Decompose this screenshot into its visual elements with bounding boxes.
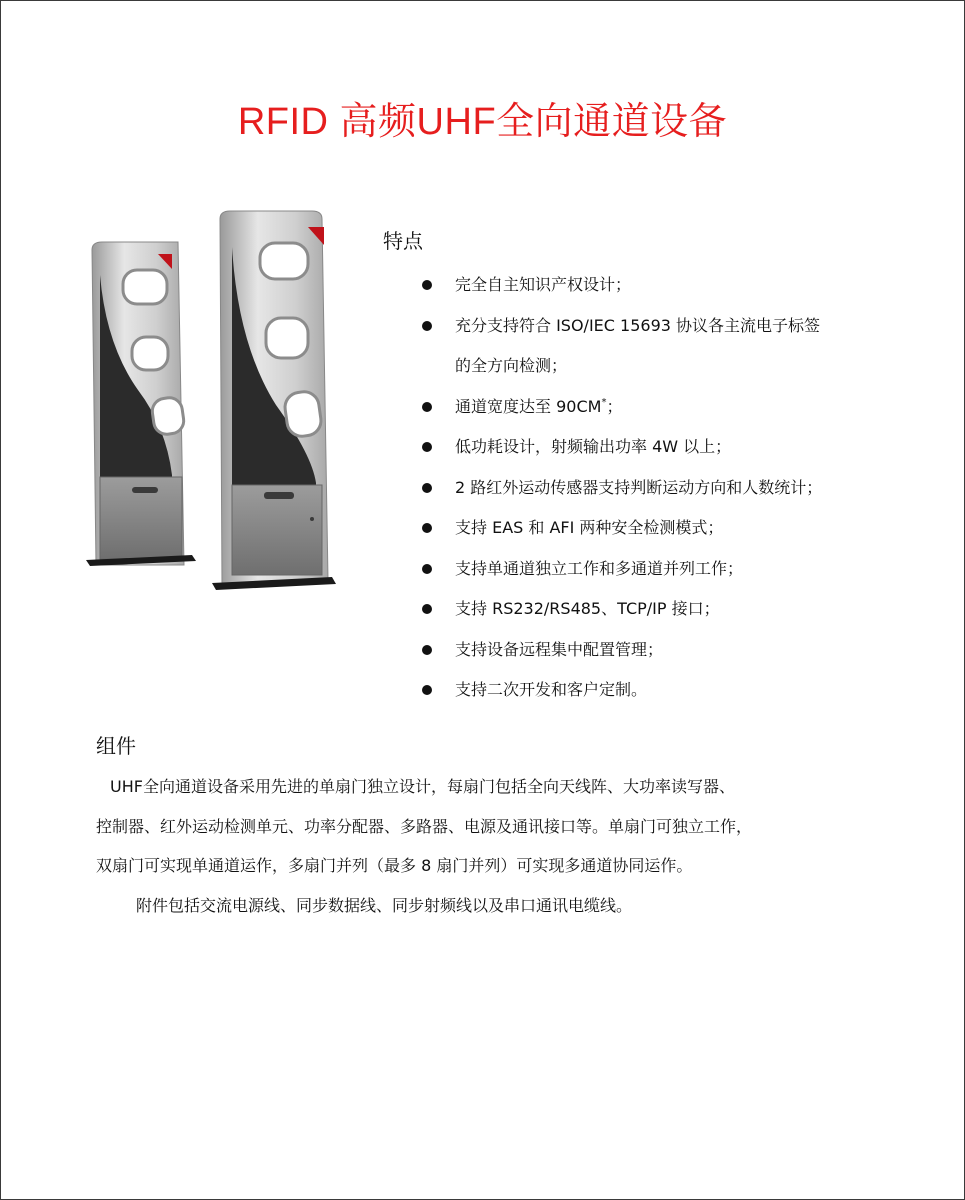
bullet-icon [422, 645, 432, 655]
rfid-gate-image [80, 205, 350, 600]
components-line: 双扇门可实现单通道运作，多扇门并列（最多 8 扇门并列）可实现多通道协同运作。 [96, 856, 693, 875]
feature-item [420, 387, 960, 428]
feature-item [420, 630, 960, 671]
gate-right [212, 211, 336, 590]
bullet-icon [422, 402, 432, 412]
feature-text: 低功耗设计，射频输出功率 4W 以上； [455, 437, 732, 456]
bullet-icon [422, 280, 432, 290]
components-heading: 组件 [96, 734, 136, 758]
components-line: UHF全向通道设备采用先进的单扇门独立设计，每扇门包括全向天线阵、大功率读写器、 [110, 777, 735, 796]
feature-text: 支持设备远程集中配置管理； [455, 639, 664, 659]
footnote-marker: * [601, 396, 607, 408]
feature-item [420, 427, 960, 468]
bullet-icon [422, 442, 432, 452]
page-title: RFID 高频UHF全向通道设备 [237, 101, 728, 143]
feature-item [420, 306, 960, 347]
bullet-icon [422, 564, 432, 574]
bullet-icon [422, 604, 432, 614]
bullet-icon [422, 321, 432, 331]
components-body [96, 767, 926, 925]
feature-text: 充分支持符合 ISO/IEC 15693 协议各主流电子标签 [455, 315, 821, 335]
feature-text: 支持单通道独立工作和多通道并列工作； [455, 558, 744, 578]
gate-left [86, 242, 196, 566]
feature-item [420, 589, 960, 630]
accessories-paragraph: 附件包括交流电源线、同步数据线、同步射频线以及串口通讯电缆线。 [136, 895, 633, 915]
feature-text: 通道宽度达至 90CM [455, 396, 602, 416]
components-line: 控制器、红外运动检测单元、功率分配器、多路器、电源及通讯接口等。单扇门可独立工作， [96, 816, 753, 836]
bullet-icon [422, 483, 432, 493]
feature-item [420, 265, 960, 306]
feature-item-continuation [420, 346, 960, 387]
feature-text: 支持二次开发和客户定制。 [455, 680, 648, 699]
feature-text: 2 路红外运动传感器支持判断运动方向和人数统计； [455, 477, 823, 497]
feature-list [420, 265, 960, 711]
feature-text: 完全自主知识产权设计； [455, 275, 632, 294]
feature-text-suffix: ； [606, 396, 623, 416]
feature-text: 的全方向检测； [455, 356, 568, 375]
feature-text: 支持 EAS 和 AFI 两种安全检测模式； [455, 518, 724, 537]
feature-item [420, 670, 960, 711]
feature-item [420, 508, 960, 549]
feature-text: 支持 RS232/RS485、TCP/IP 接口； [455, 599, 720, 618]
feature-item [420, 549, 960, 590]
bullet-icon [422, 523, 432, 533]
feature-item [420, 468, 960, 509]
bullet-icon [422, 685, 432, 695]
features-heading: 特点 [383, 229, 423, 253]
